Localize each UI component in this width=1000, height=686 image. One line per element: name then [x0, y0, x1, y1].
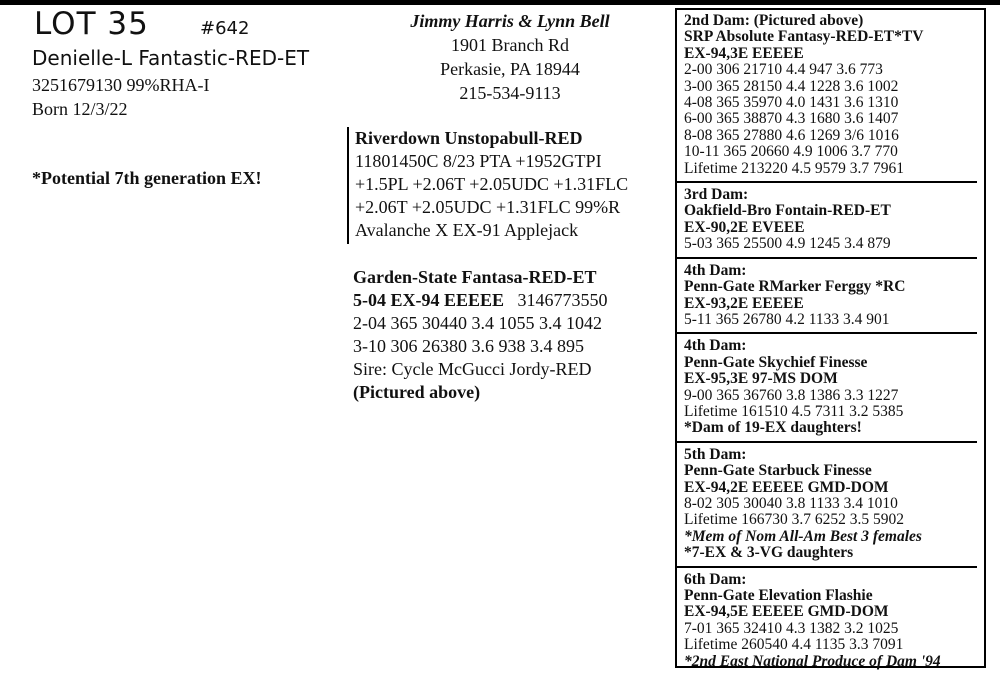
ancestor-classification: EX-94,5E EEEEE GMD-DOM — [684, 603, 889, 621]
sire-line: Avalanche X EX-91 Applejack — [355, 220, 579, 240]
consignor-phone: 215-534-9113 — [459, 83, 561, 103]
sire-line: 11801450C 8/23 PTA +1952GTPI — [355, 151, 602, 171]
dam-name: Garden-State Fantasa-RED-ET — [353, 267, 597, 287]
production-record: 7-01 365 32410 4.3 1382 3.2 1025 — [684, 619, 899, 637]
dam-sire: Sire: Cycle McGucci Jordy-RED — [353, 359, 592, 379]
dam-block — [353, 266, 608, 404]
dam-generation-heading: 4th Dam: — [684, 337, 747, 355]
consignor-city: Perkasie, PA 18944 — [440, 59, 580, 79]
production-record: 5-03 365 25500 4.9 1245 3.4 879 — [684, 235, 891, 253]
dam-note: (Pictured above) — [353, 382, 481, 402]
dam-classification: 5-04 EX-94 EEEEE — [353, 290, 505, 310]
ancestor-name: Penn-Gate Starbuck Finesse — [684, 462, 872, 480]
ancestor-note: *2nd East National Produce of Dam '94 — [684, 652, 941, 670]
lot-label: LOT 35 — [34, 6, 149, 42]
production-record: 8-08 365 27880 4.6 1269 3/6 1016 — [684, 126, 899, 144]
pedigree-section — [684, 572, 977, 670]
ancestor-classification: EX-94,3E EEEEE — [684, 44, 804, 62]
sire-line: +1.5PL +2.06T +2.05UDC +1.31FLC — [355, 174, 629, 194]
consignor-name: Jimmy Harris & Lynn Bell — [410, 11, 610, 31]
animal-name: Denielle-L Fantastic-RED-ET — [32, 46, 310, 70]
pedigree-divider — [677, 566, 977, 568]
pedigree-section — [684, 263, 977, 329]
ancestor-note: *Dam of 19-EX daughters! — [684, 419, 862, 437]
dam-generation-heading: 3rd Dam: — [684, 186, 749, 204]
production-record: 9-00 365 36760 3.8 1386 3.3 1227 — [684, 386, 899, 404]
ancestor-note: *7-EX & 3-VG daughters — [684, 544, 854, 562]
registration-line: 3251679130 99%RHA-I — [32, 75, 210, 95]
dam-generation-heading: 6th Dam: — [684, 570, 747, 588]
ancestor-name: SRP Absolute Fantasy-RED-ET*TV — [684, 28, 924, 46]
pedigree-section — [684, 447, 977, 562]
production-record: Lifetime 213220 4.5 9579 3.7 7961 — [684, 159, 904, 177]
pedigree-divider — [677, 257, 977, 259]
pedigree-divider — [677, 181, 977, 183]
production-record: 3-00 365 28150 4.4 1228 3.6 1002 — [684, 77, 899, 95]
ancestor-classification: EX-94,2E EEEEE GMD-DOM — [684, 478, 889, 496]
production-record: 8-02 305 30040 3.8 1133 3.4 1010 — [684, 494, 898, 512]
pedigree-divider — [677, 332, 977, 334]
birth-date: Born 12/3/22 — [32, 99, 128, 119]
production-record: 2-00 306 21710 4.4 947 3.6 773 — [684, 61, 883, 79]
production-record: 5-11 365 26780 4.2 1133 3.4 901 — [684, 310, 890, 328]
consignor-address: 1901 Branch Rd — [451, 35, 569, 55]
production-record: Lifetime 161510 4.5 7311 3.2 5385 — [684, 402, 904, 420]
pedigree-divider — [677, 441, 977, 443]
ancestor-note: *Mem of Nom All-Am Best 3 females — [684, 527, 922, 545]
production-record: Lifetime 166730 3.7 6252 3.5 5902 — [684, 511, 904, 529]
dam-registration: 3146773550 — [517, 290, 608, 310]
dam-generation-heading: 5th Dam: — [684, 445, 747, 463]
ancestor-classification: EX-93,2E EEEEE — [684, 294, 804, 312]
sire-block — [347, 127, 628, 244]
top-border — [0, 0, 1000, 5]
dam-classification-line — [353, 289, 608, 312]
dam-record: 2-04 365 30440 3.4 1055 3.4 1042 — [353, 313, 602, 333]
consignor-block — [360, 9, 660, 105]
production-record: 10-11 365 20660 4.9 1006 3.7 770 — [684, 143, 898, 161]
pedigree-section — [684, 13, 977, 177]
pedigree-section — [684, 187, 977, 253]
highlight-note: *Potential 7th generation EX! — [32, 168, 262, 188]
dam-generation-heading: 2nd Dam: (Pictured above) — [684, 12, 864, 29]
sire-line: +2.06T +2.05UDC +1.31FLC 99%R — [355, 197, 621, 217]
production-record: 6-00 365 38870 4.3 1680 3.6 1407 — [684, 110, 899, 128]
lot-number: #642 — [200, 18, 250, 39]
pedigree-section — [684, 338, 977, 436]
ancestor-classification: EX-95,3E 97-MS DOM — [684, 370, 838, 388]
dam-record: 3-10 306 26380 3.6 938 3.4 895 — [353, 336, 584, 356]
ancestor-name: Penn-Gate Elevation Flashie — [684, 587, 873, 604]
pedigree-list — [684, 13, 977, 674]
ancestor-name: Penn-Gate Skychief Finesse — [684, 353, 868, 371]
sire-name: Riverdown Unstopabull-RED — [355, 128, 583, 148]
ancestor-classification: EX-90,2E EVEEE — [684, 218, 805, 236]
ancestor-name: Penn-Gate RMarker Ferggy *RC — [684, 278, 906, 296]
ancestor-name: Oakfield-Bro Fontain-RED-ET — [684, 202, 891, 220]
production-record: Lifetime 260540 4.4 1135 3.3 7091 — [684, 636, 904, 654]
dam-generation-heading: 4th Dam: — [684, 261, 747, 279]
production-record: 4-08 365 35970 4.0 1431 3.6 1310 — [684, 94, 899, 112]
